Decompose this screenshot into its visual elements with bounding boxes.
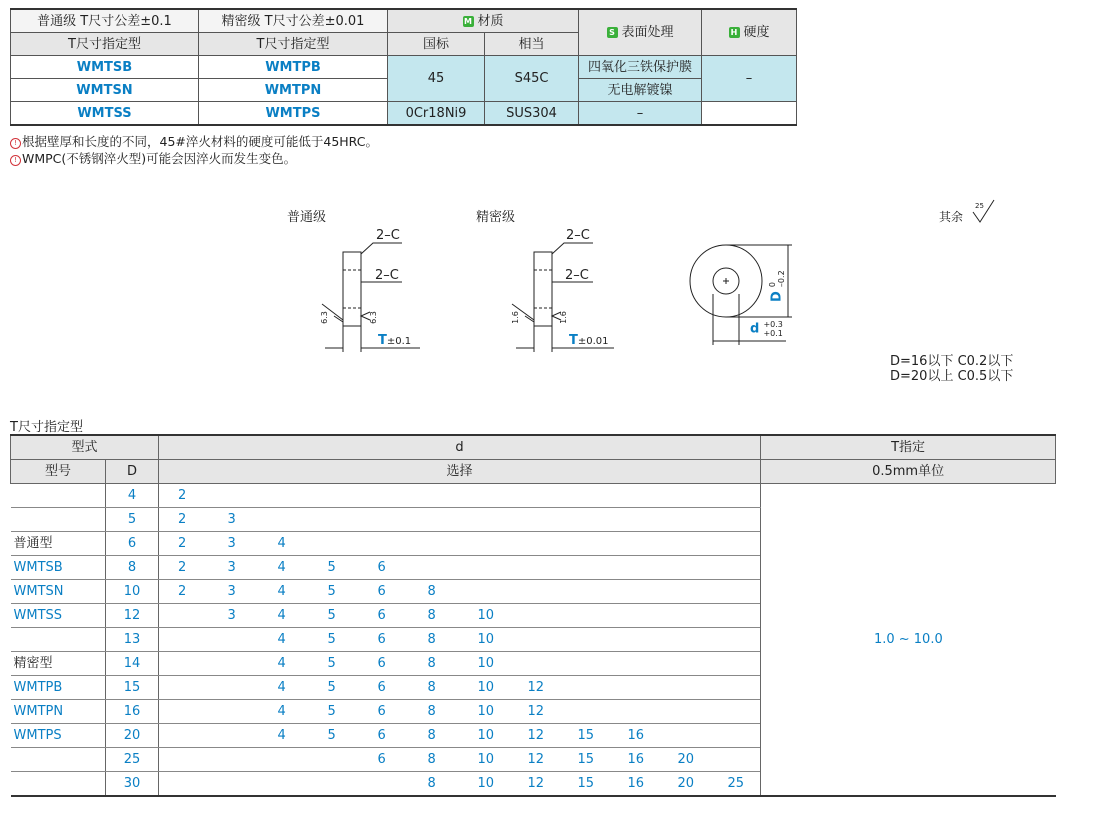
d-option	[709, 700, 761, 724]
d-option[interactable]: 5	[309, 556, 359, 580]
d-option	[659, 724, 709, 748]
other-surface-label: 其余	[939, 210, 964, 224]
spec-sub-equiv: 相当	[485, 33, 579, 56]
spec-equiv-1: S45C	[485, 56, 579, 102]
d-option	[459, 508, 509, 532]
d-option	[559, 676, 609, 700]
chamfer-condition-2: D=20以上 C0.5以下	[890, 369, 1014, 384]
d-option	[609, 508, 659, 532]
d-option	[709, 508, 761, 532]
d-option[interactable]: 10	[459, 748, 509, 772]
chamfer-label-normal-top: 2–C	[376, 228, 400, 243]
d-option[interactable]: 12	[509, 748, 559, 772]
header-D: D	[106, 460, 159, 484]
dimension-D: D 0 –0.2	[768, 270, 786, 302]
d-option	[209, 700, 259, 724]
spec-model-normal-1[interactable]: WMTSB	[11, 56, 199, 79]
d-option	[159, 676, 209, 700]
drawing-label-normal: 普通级	[287, 210, 327, 225]
surface-badge: S	[607, 27, 618, 38]
normal-washer-side	[343, 252, 361, 326]
d-option[interactable]: 4	[259, 604, 309, 628]
spec-sub-normal: T尺寸指定型	[11, 33, 199, 56]
d-option[interactable]: 4	[259, 652, 309, 676]
row-D-value: 8	[106, 556, 159, 580]
d-option	[509, 628, 559, 652]
d-option	[709, 652, 761, 676]
row-D-value: 4	[106, 484, 159, 508]
row-type-label[interactable]: WMTSS	[11, 604, 106, 628]
d-option[interactable]: 5	[309, 724, 359, 748]
d-option	[709, 580, 761, 604]
d-option	[359, 532, 409, 556]
d-option	[459, 484, 509, 508]
spec-model-precise-2[interactable]: WMTPN	[199, 79, 388, 102]
material-badge: M	[464, 16, 472, 26]
tolerance-precise: T±0.01	[569, 333, 609, 348]
d-option	[709, 532, 761, 556]
d-option	[409, 484, 459, 508]
spec-sub-gb: 国标	[388, 33, 485, 56]
header-t: T指定	[761, 435, 1056, 460]
d-option	[659, 604, 709, 628]
d-option[interactable]: 8	[409, 604, 459, 628]
d-option	[459, 580, 509, 604]
precise-washer-side	[534, 252, 552, 326]
d-option[interactable]: 10	[459, 724, 509, 748]
d-option[interactable]: 6	[359, 628, 409, 652]
d-option[interactable]: 15	[559, 724, 609, 748]
d-option[interactable]: 10	[459, 604, 509, 628]
d-option	[559, 580, 609, 604]
d-option[interactable]: 15	[559, 772, 609, 797]
d-option[interactable]: 5	[309, 604, 359, 628]
table-row	[11, 484, 1056, 508]
d-option	[659, 628, 709, 652]
roughness-normal-right: 6.3	[368, 311, 378, 324]
technical-drawing	[0, 0, 1100, 400]
row-D-value: 14	[106, 652, 159, 676]
d-option[interactable]: 3	[209, 556, 259, 580]
d-option	[159, 700, 209, 724]
roughness-precise-right: 1.6	[558, 311, 568, 324]
d-option[interactable]: 2	[159, 532, 209, 556]
row-D-value: 16	[106, 700, 159, 724]
row-D-value: 15	[106, 676, 159, 700]
d-option	[359, 508, 409, 532]
d-option	[609, 700, 659, 724]
d-option[interactable]: 5	[309, 700, 359, 724]
d-option	[359, 772, 409, 797]
spec-model-precise-3[interactable]: WMTPS	[199, 102, 388, 126]
row-D-value: 25	[106, 748, 159, 772]
spec-model-normal-2[interactable]: WMTSN	[11, 79, 199, 102]
d-option	[259, 748, 309, 772]
d-option[interactable]: 6	[359, 748, 409, 772]
header-unit: 0.5mm单位	[761, 460, 1056, 484]
d-option	[159, 604, 209, 628]
d-option	[259, 484, 309, 508]
d-option	[659, 580, 709, 604]
d-option	[559, 628, 609, 652]
d-option	[209, 772, 259, 797]
d-option	[659, 676, 709, 700]
d-option	[659, 484, 709, 508]
d-option	[659, 652, 709, 676]
d-option[interactable]: 2	[159, 580, 209, 604]
row-type-label[interactable]: WMTSB	[11, 556, 106, 580]
d-option[interactable]: 5	[309, 628, 359, 652]
d-option[interactable]: 10	[459, 700, 509, 724]
spec-gb-3: 0Cr18Ni9	[388, 102, 485, 126]
header-d: d	[159, 435, 761, 460]
row-D-value: 12	[106, 604, 159, 628]
d-option	[659, 700, 709, 724]
d-option[interactable]: 12	[509, 700, 559, 724]
d-option[interactable]: 8	[409, 748, 459, 772]
d-option[interactable]: 10	[459, 628, 509, 652]
spec-header-hardness: H 硬度	[702, 9, 797, 56]
d-option[interactable]: 4	[259, 724, 309, 748]
d-option	[609, 580, 659, 604]
d-option[interactable]: 2	[159, 556, 209, 580]
d-option	[709, 676, 761, 700]
d-option[interactable]: 2	[159, 508, 209, 532]
header-model: 型式	[11, 435, 159, 460]
caution-icon: !	[10, 155, 21, 166]
d-option	[559, 532, 609, 556]
d-option	[509, 508, 559, 532]
d-option[interactable]: 8	[409, 700, 459, 724]
spec-surface-1: 四氧化三铁保护膜	[579, 56, 702, 79]
d-option[interactable]: 15	[559, 748, 609, 772]
d-option	[259, 508, 309, 532]
d-option	[309, 772, 359, 797]
d-option[interactable]: 6	[359, 604, 409, 628]
row-D-value: 30	[106, 772, 159, 797]
d-option	[159, 628, 209, 652]
d-option[interactable]: 12	[509, 676, 559, 700]
d-option[interactable]: 3	[209, 604, 259, 628]
row-type-label	[11, 772, 106, 797]
d-option	[609, 676, 659, 700]
drawing-label-precise: 精密级	[476, 210, 516, 225]
chamfer-label-normal-mid: 2–C	[375, 268, 399, 283]
d-option[interactable]: 4	[259, 700, 309, 724]
d-option	[209, 484, 259, 508]
note-1: ! 根据壁厚和长度的不同，45#淬火材料的硬度可能低于45HRC。	[10, 134, 378, 150]
d-option	[409, 508, 459, 532]
d-option	[609, 532, 659, 556]
d-option[interactable]: 16	[609, 748, 659, 772]
d-option	[509, 604, 559, 628]
d-option	[459, 556, 509, 580]
d-option[interactable]: 16	[609, 724, 659, 748]
header-choose: 选择	[159, 460, 761, 484]
spec-header-surface: S 表面处理	[579, 9, 702, 56]
row-type-label[interactable]: WMTPB	[11, 676, 106, 700]
d-option	[659, 556, 709, 580]
d-option[interactable]: 8	[409, 676, 459, 700]
d-option	[209, 652, 259, 676]
d-option	[409, 556, 459, 580]
other-roughness-value: 25	[975, 202, 984, 210]
selection-title: T尺寸指定型	[10, 420, 83, 435]
roughness-precise-left: 1.6	[510, 311, 520, 324]
t-range: 1.0 ~ 10.0	[761, 484, 1056, 797]
hardness-badge: H	[729, 27, 740, 38]
row-type-label	[11, 508, 106, 532]
d-option[interactable]: 6	[359, 724, 409, 748]
selection-table	[10, 434, 1056, 797]
d-option	[159, 652, 209, 676]
d-option	[609, 484, 659, 508]
d-option	[509, 532, 559, 556]
d-option[interactable]: 8	[409, 724, 459, 748]
d-option[interactable]: 3	[209, 580, 259, 604]
d-option[interactable]: 5	[309, 580, 359, 604]
d-option[interactable]: 4	[259, 556, 309, 580]
d-option	[609, 652, 659, 676]
d-option	[609, 556, 659, 580]
row-type-label: 精密型	[11, 652, 106, 676]
d-option	[559, 508, 609, 532]
d-option[interactable]: 6	[359, 652, 409, 676]
chamfer-condition-1: D=16以下 C0.2以下	[890, 354, 1014, 369]
spec-surface-2: 无电解镀镍	[579, 79, 702, 102]
d-option[interactable]: 16	[609, 772, 659, 797]
chamfer-label-precise-top: 2–C	[566, 228, 590, 243]
d-option[interactable]: 6	[359, 556, 409, 580]
d-option	[709, 484, 761, 508]
d-option	[609, 604, 659, 628]
d-option	[259, 772, 309, 797]
d-option	[709, 556, 761, 580]
roughness-normal-left: 6.3	[319, 311, 329, 324]
d-option	[309, 508, 359, 532]
d-option[interactable]: 8	[409, 772, 459, 797]
d-option[interactable]: 4	[259, 532, 309, 556]
d-option[interactable]: 12	[509, 772, 559, 797]
d-option[interactable]: 5	[309, 652, 359, 676]
d-option[interactable]: 4	[259, 676, 309, 700]
d-option[interactable]: 3	[209, 508, 259, 532]
d-option	[209, 748, 259, 772]
row-type-label[interactable]: WMTSN	[11, 580, 106, 604]
d-option	[209, 628, 259, 652]
row-type-label[interactable]: WMTPN	[11, 700, 106, 724]
d-option	[559, 700, 609, 724]
d-option	[559, 604, 609, 628]
d-option	[509, 556, 559, 580]
d-option[interactable]: 12	[509, 724, 559, 748]
row-D-value: 6	[106, 532, 159, 556]
spec-model-normal-3[interactable]: WMTSS	[11, 102, 199, 126]
d-option[interactable]: 10	[459, 676, 509, 700]
d-option	[709, 748, 761, 772]
d-option	[159, 748, 209, 772]
d-option[interactable]: 8	[409, 628, 459, 652]
d-option	[309, 484, 359, 508]
row-D-value: 5	[106, 508, 159, 532]
spec-header-material: M 材质	[388, 9, 579, 33]
spec-header-normal: 普通级 T尺寸公差±0.1	[11, 9, 199, 33]
row-type-label[interactable]: WMTPS	[11, 724, 106, 748]
d-option[interactable]: 20	[659, 748, 709, 772]
d-option[interactable]: 5	[309, 676, 359, 700]
d-option	[709, 724, 761, 748]
spec-model-precise-1[interactable]: WMTPB	[199, 56, 388, 79]
d-option	[209, 724, 259, 748]
d-option	[609, 628, 659, 652]
d-option[interactable]: 10	[459, 652, 509, 676]
d-option[interactable]: 8	[409, 652, 459, 676]
d-option[interactable]: 25	[709, 772, 761, 797]
d-option	[709, 604, 761, 628]
spec-header-precise: 精密级 T尺寸公差±0.01	[199, 9, 388, 33]
spec-gb-1: 45	[388, 56, 485, 102]
row-D-value: 20	[106, 724, 159, 748]
d-option	[409, 532, 459, 556]
d-option	[209, 676, 259, 700]
spec-sub-precise: T尺寸指定型	[199, 33, 388, 56]
d-option[interactable]: 8	[409, 580, 459, 604]
header-type: 型号	[11, 460, 106, 484]
d-option[interactable]: 4	[259, 580, 309, 604]
d-option	[459, 532, 509, 556]
d-option[interactable]: 3	[209, 532, 259, 556]
row-type-label	[11, 628, 106, 652]
d-option[interactable]: 20	[659, 772, 709, 797]
d-option	[309, 748, 359, 772]
row-D-value: 10	[106, 580, 159, 604]
d-option	[659, 532, 709, 556]
row-D-value: 13	[106, 628, 159, 652]
d-option	[559, 556, 609, 580]
d-option	[309, 532, 359, 556]
dimension-d: d +0.3 +0.1	[750, 320, 783, 338]
row-type-label	[11, 484, 106, 508]
d-option	[659, 508, 709, 532]
d-option	[709, 628, 761, 652]
d-option	[509, 580, 559, 604]
note-2: ! WMPC(不锈钢淬火型)可能会因淬火而发生变色。	[10, 151, 296, 167]
d-option[interactable]: 4	[259, 628, 309, 652]
d-option	[359, 484, 409, 508]
row-type-label	[11, 748, 106, 772]
d-option[interactable]: 6	[359, 580, 409, 604]
tolerance-normal: T±0.1	[378, 333, 412, 348]
d-option[interactable]: 10	[459, 772, 509, 797]
row-type-label: 普通型	[11, 532, 106, 556]
d-option	[159, 772, 209, 797]
d-option[interactable]: 6	[359, 676, 409, 700]
d-option	[159, 724, 209, 748]
d-option	[509, 484, 559, 508]
chamfer-label-precise-mid: 2–C	[565, 268, 589, 283]
caution-icon: !	[10, 138, 21, 149]
spec-surface-3: –	[579, 102, 702, 126]
d-option	[509, 652, 559, 676]
d-option	[559, 484, 609, 508]
d-option[interactable]: 6	[359, 700, 409, 724]
d-option	[559, 652, 609, 676]
spec-hardness-1: –	[702, 56, 797, 102]
spec-equiv-3: SUS304	[485, 102, 579, 126]
d-option[interactable]: 2	[159, 484, 209, 508]
